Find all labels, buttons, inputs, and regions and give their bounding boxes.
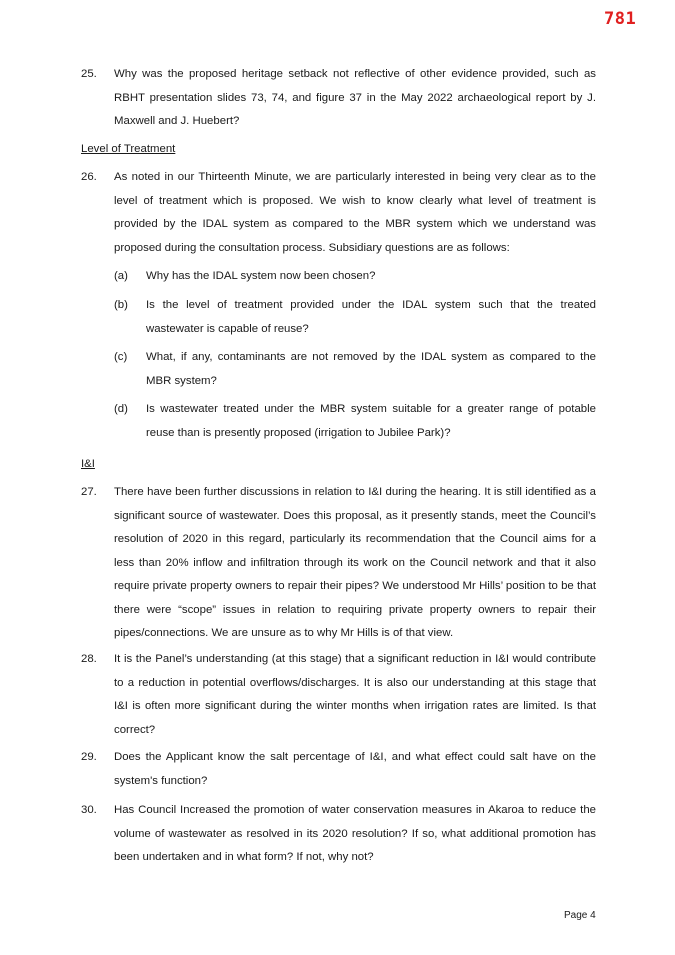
- subparagraph-number: (c): [114, 351, 128, 363]
- heading-i-and-i: I&I: [81, 458, 95, 470]
- page-stamp-number: 781: [604, 9, 637, 29]
- paragraph-text: It is the Panel’s understanding (at this stage) that a significant reduction in I&I would contribute to a reduction in potential overflows/discharges. It is also our understanding at this stage that I&I is often more significant during the winter months when irrigation rates are limited. Is that correct?: [114, 653, 596, 736]
- paragraph-29: [81, 746, 596, 793]
- paragraph-text: There have been further discussions in relation to I&I during the hearing. It is still identified as a significant source of wastewater. Does this proposal, as it presently stands, meet the Council’s resolution of 2020 in this regard, particularly its recommendation that the Council aims for a less than 20% inflow and infiltration through its work on the Council network and that it also require private property owners to repair their pipes? We understood Mr Hills’ position to be that there were “scope” issues in relation to requiring private property owners to repair their pipes/connections. We are unsure as to why Mr Hills is of that view.: [114, 486, 596, 639]
- paragraph-30: [81, 799, 596, 870]
- subparagraph-26b: [114, 294, 596, 341]
- paragraph-26: [81, 166, 596, 260]
- paragraph-number: 27.: [81, 486, 97, 498]
- paragraph-number: 25.: [81, 68, 97, 80]
- subparagraph-text: What, if any, contaminants are not removed by the IDAL system as compared to the MBR system?: [146, 351, 596, 387]
- subparagraph-26c: [114, 346, 596, 393]
- paragraph-text: As noted in our Thirteenth Minute, we are particularly interested in being very clear as to the level of treatment which is proposed. We wish to know clearly what level of treatment is provided by the IDAL system as compared to the MBR system which we understand was proposed during the consultation process. Subsidiary questions are as follows:: [114, 171, 596, 254]
- paragraph-number: 30.: [81, 804, 97, 816]
- paragraph-text: Why was the proposed heritage setback not reflective of other evidence provided, such as RBHT presentation slides 73, 74, and figure 37 in the May 2022 archaeological report by J. Maxwell and J. Huebert?: [114, 68, 596, 127]
- paragraph-number: 29.: [81, 751, 97, 763]
- subparagraph-text: Is the level of treatment provided under the IDAL system such that the treated wastewater is capable of reuse?: [146, 299, 596, 335]
- subparagraph-text: Is wastewater treated under the MBR system suitable for a greater range of potable reuse than is presently proposed (irrigation to Jubilee Park)?: [146, 403, 596, 439]
- paragraph-25: [81, 63, 596, 134]
- subparagraph-text: Why has the IDAL system now been chosen?: [146, 270, 376, 282]
- paragraph-28: [81, 648, 596, 742]
- subparagraph-26a: [114, 265, 596, 289]
- page-footer: Page 4: [564, 910, 596, 921]
- paragraph-number: 26.: [81, 171, 97, 183]
- subparagraph-number: (d): [114, 403, 128, 415]
- paragraph-number: 28.: [81, 653, 97, 665]
- heading-level-of-treatment: Level of Treatment: [81, 143, 176, 155]
- subparagraph-26d: [114, 398, 596, 445]
- paragraph-text: Does the Applicant know the salt percentage of I&I, and what effect could salt have on the system's function?: [114, 751, 596, 787]
- paragraph-27: [81, 481, 596, 646]
- subparagraph-number: (b): [114, 299, 128, 311]
- subparagraph-number: (a): [114, 270, 128, 282]
- paragraph-text: Has Council Increased the promotion of water conservation measures in Akaroa to reduce the volume of wastewater as resolved in its 2020 resolution? If so, what additional promotion has been undertaken and in what form? If not, why not?: [114, 804, 596, 863]
